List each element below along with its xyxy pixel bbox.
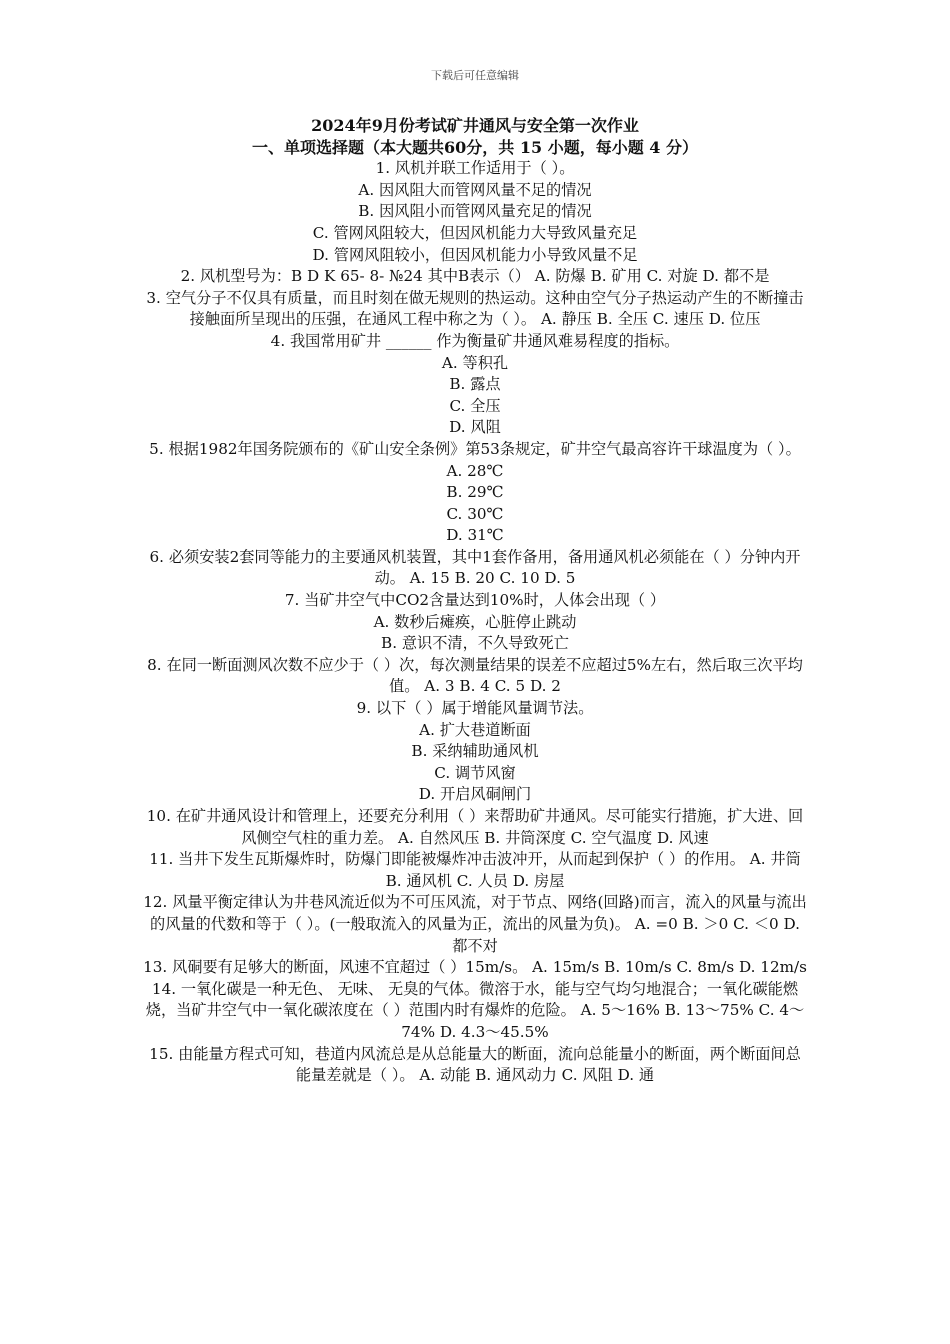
text-line: 4. 我国常用矿井 ______ 作为衡量矿井通风难易程度的指标。 bbox=[270, 331, 680, 350]
text-line: 12. 风量平衡定律认为井巷风流近似为不可压风流，对于节点、网络(回路)而言，流入的风量与流出的风量的代数和等于（ ）。(一般取流入的风量为正，流出的风量为负)。 A. =0 B. ＞0 C. ＜0 D. 都不对 bbox=[143, 893, 807, 955]
text-line: B. 意识不清，不久导致死亡 bbox=[381, 634, 569, 653]
text-line: 13. 风硐要有足够大的断面，风速不宜超过（ ）15m/s。 A. 15m/s B. 10m/s C. 8m/s D. 12m/s bbox=[143, 958, 807, 977]
text-line: A. 数秒后瘫痪，心脏停止跳动 bbox=[373, 612, 577, 631]
text-line: 6. 必须安装2套同等能力的主要通风机装置，其中1套作备用，备用通风机必须能在（ ）分钟内开动。 A. 15 B. 20 C. 10 D. 5 bbox=[149, 547, 801, 588]
document-body bbox=[143, 115, 807, 1087]
text-line: D. 管网风阻较小，但因风机能力小导致风量不足 bbox=[312, 245, 638, 264]
text-line: C. 管网风阻较大，但因风机能力大导致风量充足 bbox=[312, 223, 638, 242]
text-line: A. 等积孔 bbox=[441, 353, 509, 372]
text-line: B. 29℃ bbox=[446, 483, 504, 502]
text-line: 3. 空气分子不仅具有质量，而且时刻在做无规则的热运动。这种由空气分子热运动产生的不断撞击接触面所呈现出的压强，在通风工程中称之为（ ）。 A. 静压 B. 全压 C. 速压 D. 位压 bbox=[146, 288, 804, 329]
text-line: B. 采纳辅助通风机 bbox=[411, 742, 539, 761]
text-line: 15. 由能量方程式可知，巷道内风流总是从总能量大的断面，流向总能量小的断面，两个断面间总能量差就是（ ）。 A. 动能 B. 通风动力 C. 风阻 D. 通 bbox=[149, 1044, 801, 1085]
text-line: D. 开启风硐闸门 bbox=[418, 785, 532, 804]
page-header: 下载后可任意编辑 bbox=[431, 69, 519, 82]
text-line: 2. 风机型号为：B D K 65- 8- №24 其中B表示（） A. 防爆 B. 矿用 C. 对旋 D. 都不是 bbox=[180, 267, 770, 286]
text-line: C. 全压 bbox=[449, 396, 501, 415]
text-line: 10. 在矿井通风设计和管理上，还要充分利用（ ）来帮助矿井通风。尽可能实行措施，扩大进、回风侧空气柱的重力差。 A. 自然风压 B. 井筒深度 C. 空气温度 D. 风速 bbox=[146, 807, 804, 847]
text-line: 9. 以下（ ）属于增能风量调节法。 bbox=[356, 699, 594, 718]
text-line: B. 因风阻小而管网风量充足的情况 bbox=[358, 202, 592, 221]
text-line: D. 风阻 bbox=[449, 418, 501, 437]
text-line: 5. 根据1982年国务院颁布的《矿山安全条例》第53条规定，矿井空气最高容许干球温度为（ ）。 bbox=[149, 439, 801, 458]
text-line: D. 31℃ bbox=[446, 526, 504, 545]
text-line: A. 28℃ bbox=[446, 461, 504, 480]
text-line: 11. 当井下发生瓦斯爆炸时，防爆门即能被爆炸冲击波冲开，从而起到保护（ ）的作用。 A. 井筒 B. 通风机 C. 人员 D. 房屋 bbox=[149, 850, 801, 890]
text-line: B. 露点 bbox=[449, 375, 501, 394]
text-line: 8. 在同一断面测风次数不应少于（ ）次，每次测量结果的误差不应超过5%左右，然后取三次平均值。 A. 3 B. 4 C. 5 D. 2 bbox=[147, 655, 803, 696]
text-line: A. 因风阻大而管网风量不足的情况 bbox=[358, 180, 592, 199]
document-title: 2024年9月份考试矿井通风与安全第一次作业 bbox=[311, 116, 639, 135]
section-heading: 一、单项选择题（本大题共60分，共 15 小题，每小题 4 分） bbox=[252, 137, 698, 157]
text-line: 7. 当矿井空气中CO2含量达到10%时，人体会出现（ ） bbox=[284, 591, 666, 610]
text-line: 1. 风机并联工作适用于（ ）。 bbox=[375, 159, 575, 178]
text-line: 14. 一氧化碳是一种无色、 无味、 无臭的气体。微溶于水，能与空气均匀地混合；一氧化碳能燃烧，当矿井空气中一氧化碳浓度在（ ）范围内时有爆炸的危险。 A. 5～16% B. 13～75% C. 4～74% D. 4.3～45.5% bbox=[145, 979, 805, 1041]
text-line: C. 30℃ bbox=[446, 504, 504, 523]
text-line: C. 调节风窗 bbox=[434, 763, 516, 782]
text-line: A. 扩大巷道断面 bbox=[419, 720, 531, 739]
